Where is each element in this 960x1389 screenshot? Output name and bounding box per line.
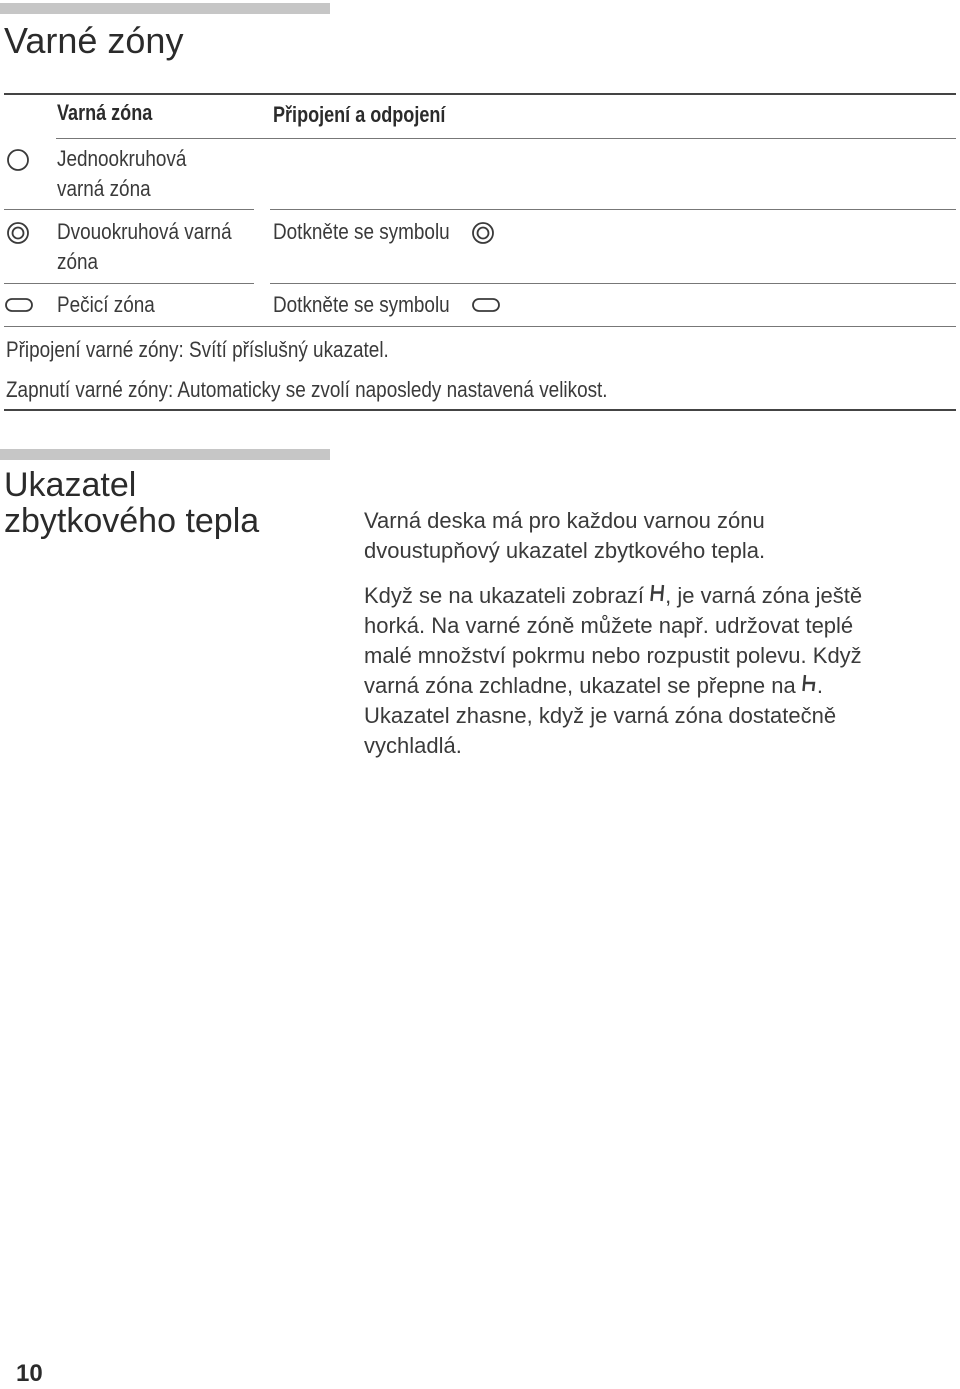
- paragraph-2: [364, 581, 960, 761]
- row2-rule: [4, 283, 254, 284]
- para1-line2: dvoustupňový ukazatel zbytkového tepla.: [364, 538, 766, 563]
- note-connect: Připojení varné zóny: Svítí příslušný ukazatel.: [6, 337, 389, 362]
- para2-line1-b: , je varná zóna ještě: [665, 583, 863, 608]
- table-bottom-rule: [4, 409, 956, 411]
- double-circle-icon: [6, 221, 30, 245]
- para2-line4-b: .: [816, 673, 823, 698]
- page-title: Varné zóny: [4, 20, 184, 61]
- para2-line1: [364, 581, 960, 611]
- row1-zone-line1: Jednookruhová: [57, 146, 187, 171]
- section-title-line1: Ukazatel: [4, 466, 137, 504]
- single-circle-icon: [6, 148, 30, 172]
- oval-zone-icon: [4, 296, 34, 314]
- para2-line6: vychladlá.: [364, 733, 462, 758]
- row2-zone-line2: zóna: [57, 249, 99, 274]
- para2-line3: malé množství pokrmu nebo rozpustit polevu. Když: [364, 643, 862, 668]
- row2-rule-right: [270, 283, 956, 284]
- para1-line1: Varná deska má pro každou varnou zónu: [364, 508, 765, 533]
- row1-zone-line2: varná zóna: [57, 176, 151, 201]
- section-title-line2: zbytkového tepla: [4, 502, 260, 540]
- header-connect: Připojení a odpojení: [273, 102, 446, 127]
- section-title: [4, 467, 259, 539]
- para2-line2: horká. Na varné zóně můžete např. udržovat teplé: [364, 613, 854, 638]
- page-number: 10: [16, 1360, 43, 1387]
- segment-h-low-icon: [802, 673, 817, 693]
- section-bar-residual-heat: [0, 449, 330, 460]
- row3-zone: [57, 290, 155, 320]
- row2-action: [273, 217, 450, 247]
- para2-line1-a: Když se na ukazateli zobrazí: [364, 583, 651, 608]
- table-top-rule: [4, 93, 956, 95]
- note-switch-on: Zapnutí varné zóny: Automaticky se zvolí naposledy nastavená velikost.: [6, 377, 608, 402]
- row2-action-text: Dotkněte se symbolu: [273, 219, 450, 244]
- para2-line4: [364, 671, 960, 701]
- row3-action-text: Dotkněte se symbolu: [273, 292, 450, 317]
- row3-rule: [4, 326, 956, 327]
- paragraph-1: [364, 506, 960, 566]
- row3-zone-line1: Pečicí zóna: [57, 292, 155, 317]
- header-zone: Varná zóna: [57, 100, 153, 125]
- para2-line4-a: varná zóna zchladne, ukazatel se přepne na: [364, 673, 802, 698]
- para2-line5: Ukazatel zhasne, když je varná zóna dostatečně: [364, 703, 837, 728]
- row1-zone: [57, 144, 186, 204]
- segment-h-high-icon: [650, 583, 665, 603]
- row1-rule-right: [270, 209, 956, 210]
- section-bar-top: [0, 3, 330, 14]
- row2-zone: [57, 217, 232, 277]
- row3-action: [273, 290, 450, 320]
- double-circle-icon: [471, 221, 495, 245]
- oval-zone-icon: [471, 296, 501, 314]
- row2-zone-line1: Dvouokruhová varná: [57, 219, 232, 244]
- table-header-rule: [56, 138, 956, 139]
- row1-rule: [4, 209, 254, 210]
